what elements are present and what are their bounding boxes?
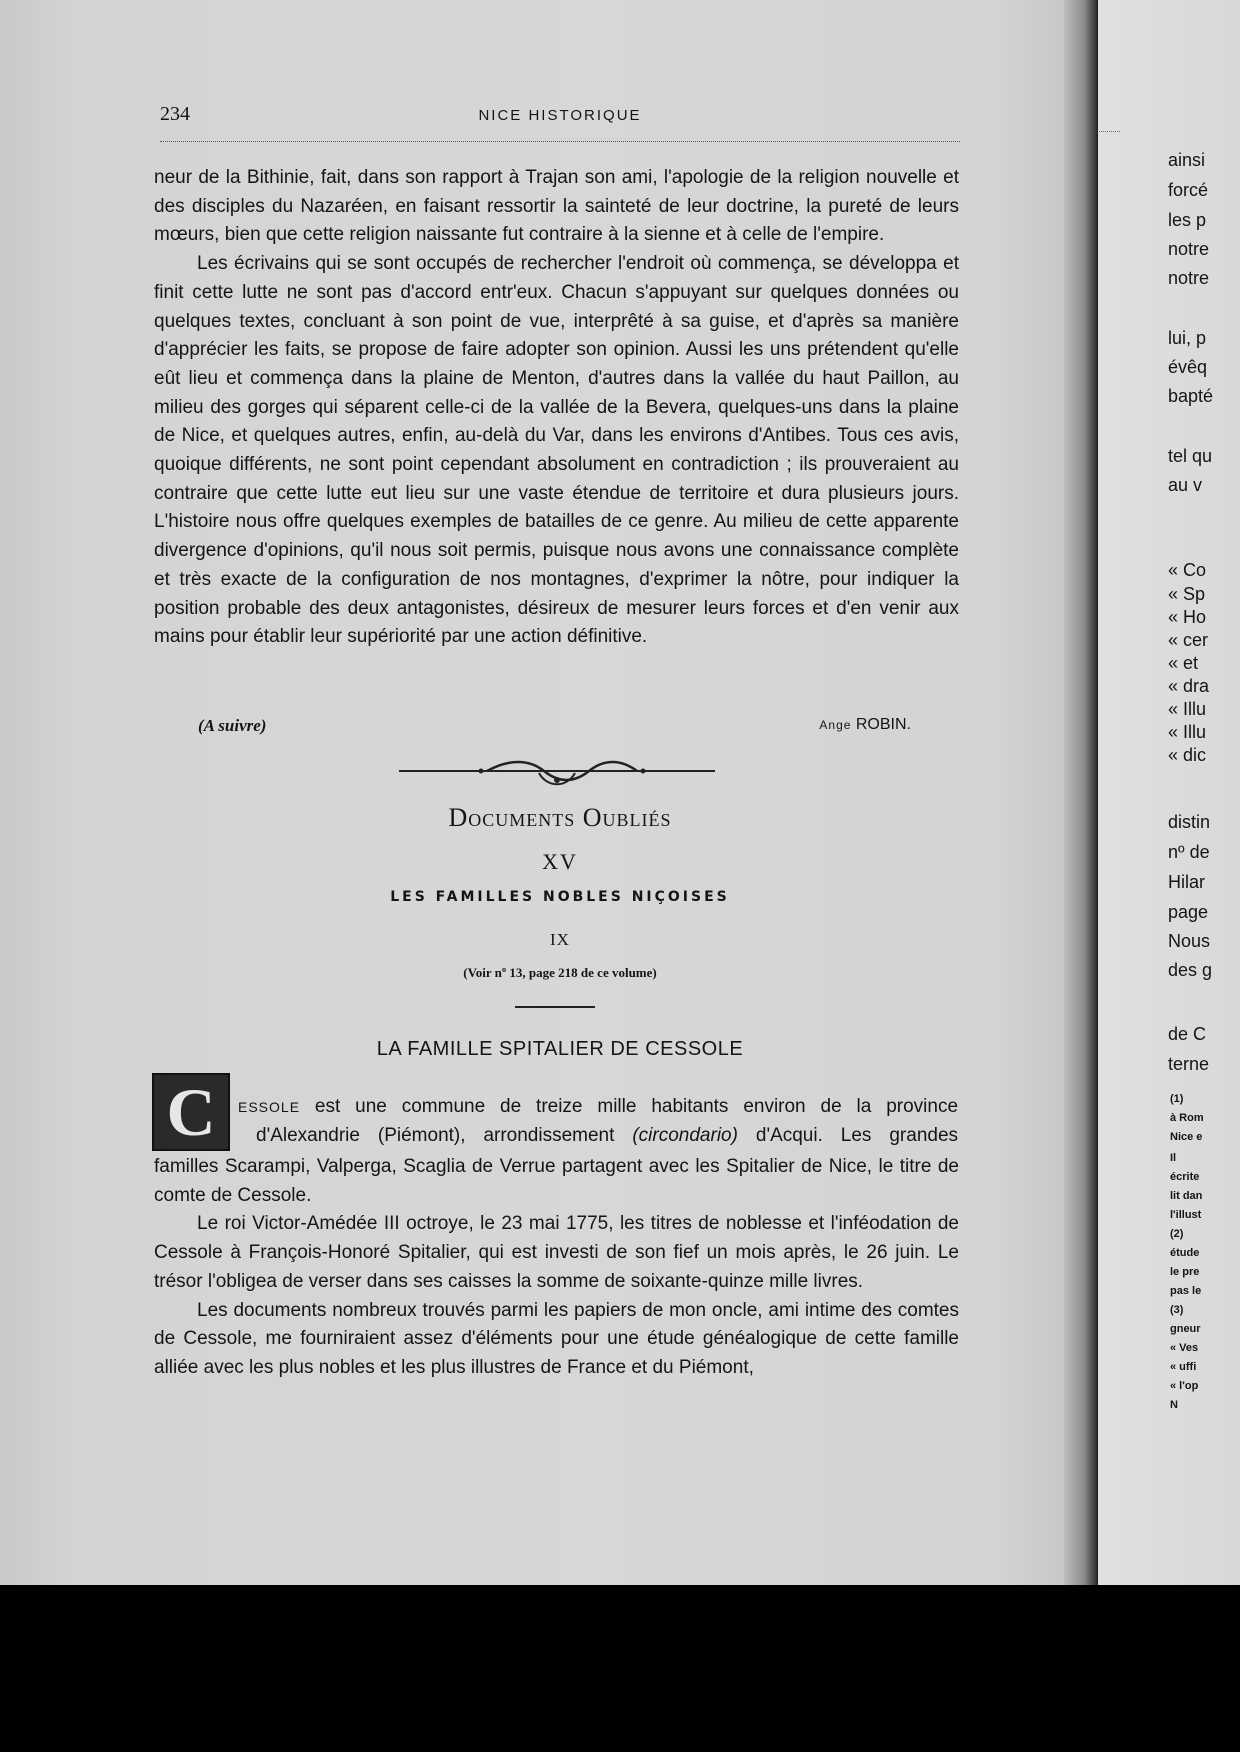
facing-footnote-line: (2) (1170, 1228, 1184, 1240)
book-gutter (1064, 0, 1098, 1585)
facing-line: nº de (1168, 842, 1210, 862)
journal-title: NICE HISTORIQUE (478, 107, 642, 124)
facing-footnote-line: étude (1170, 1247, 1200, 1259)
facing-footnote-line: l'illust (1170, 1209, 1202, 1221)
dropcap (152, 1073, 230, 1151)
paragraph: familles Scarampi, Valperga, Scaglia de Verrue partagent avec les Spitalier de Nice, le titre de comte de Cessole. (154, 1156, 959, 1206)
paragraph: Le roi Victor-Amédée III octroye, le 23 mai 1775, les titres de noblesse et l'inféodation de Cessole à François-Honoré Spitalier, qui est investi de son fief un mois après, le 26 juin. Le trésor l'obligea de verser dans ses caisses la somme de soixante-quinze mille livres. (154, 1213, 959, 1292)
facing-footnote-line: (1) (1170, 1093, 1184, 1105)
facing-line: page (1168, 902, 1209, 922)
author-last-name: ROBIN. (855, 716, 911, 733)
facing-line: tel qu (1168, 446, 1213, 466)
facing-footnote-line: Il (1170, 1152, 1177, 1164)
article-signature (154, 716, 959, 742)
facing-line: notre (1168, 268, 1210, 288)
facing-line: notre (1168, 239, 1210, 259)
facing-line: terne (1168, 1054, 1210, 1074)
facing-line: bapté (1168, 386, 1214, 406)
dropcap-second-line (256, 1125, 958, 1147)
second-line-text-end: d'Acqui. Les grandes (755, 1125, 959, 1146)
facing-line: « Illu (1168, 699, 1207, 719)
facing-line: au v (1168, 475, 1203, 495)
header-rule (160, 141, 960, 142)
ornament-divider (399, 756, 715, 790)
facing-footnote-line: pas le (1170, 1285, 1202, 1297)
facing-footnote-line: écrite (1170, 1171, 1200, 1183)
second-line-italic: (circondario) (632, 1125, 738, 1146)
section-number: XV (542, 849, 578, 874)
facing-page-text (1098, 0, 1240, 1585)
dropcap-letter: C (166, 1074, 216, 1150)
facing-footnote-line: « l'op (1170, 1380, 1199, 1392)
facing-footnote-line: « Ves (1170, 1342, 1199, 1354)
chapter-title: LA FAMILLE SPITALIER DE CESSOLE (376, 1038, 744, 1060)
author (819, 716, 911, 734)
facing-footnote-line: à Rom (1170, 1112, 1204, 1124)
author-first-name: Ange (819, 718, 852, 732)
facing-line: des g (1168, 960, 1213, 980)
facing-line: forcé (1168, 180, 1209, 200)
first-line-text: est une commune de treize mille habitants environ de la province (314, 1096, 959, 1117)
paragraph: Les écrivains qui se sont occupés de rechercher l'endroit où commença, se développa et finit cette lutte ne sont pas d'accord entr'eux. Chacun s'appuyant sur quelques données ou quelques textes, concluant à son point de vue, interprêté à sa guise, et d'après sa manière d'apprécier les faits, se propose de faire adopter son opinion. Aussi les uns prétendent qu'elle eût lieu et commença dans la plaine de Menton, d'autres dans la vallée du haut Paillon, au milieu des gorges qui séparent celle-ci de la vallée de la Bevera, quelques-uns dans la plaine de Nice, et quelques autres, enfin, au-delà du Var, dans les environs d'Antibes. Tous ces avis, quoique différents, ne sont point cependant absolument en contradiction ; ils prouveraient au contraire que cette lutte eut lieu sur une vaste étendue de territoire et dura plusieurs jours. L'histoire nous offre quelques exemples de batailles de ce genre. Au milieu de cette apparente divergence d'opinions, qu'il nous soit permis, puisque nous avons une connaissance complète et très exacte de la configuration de nos montagnes, d'exprimer la nôtre, pour indiquer la position probable des deux antagonistes, désireux de mesurer leurs forces et d'en venir aux mains pour établir leur supériorité par une action définitive. (154, 253, 959, 648)
facing-line: « dic (1168, 745, 1207, 765)
section-subtitle: LES FAMILLES NOBLES NIÇOISES (390, 889, 730, 905)
facing-line: « Ho (1168, 607, 1207, 627)
article-text (154, 164, 959, 652)
part-number: IX (550, 930, 570, 949)
facing-footnote-line: Nice e (1170, 1131, 1203, 1143)
facing-line: « et (1168, 653, 1199, 673)
facing-line: de C (1168, 1024, 1207, 1044)
facing-line: ainsi (1168, 150, 1206, 170)
facing-line: lui, p (1168, 328, 1207, 348)
facing-line: « cer (1168, 630, 1209, 650)
facing-line: « dra (1168, 676, 1210, 696)
facing-line: Hilar (1168, 872, 1206, 892)
second-line-text: d'Alexandrie (Piémont), arrondissement (256, 1125, 615, 1146)
facing-line: distin (1168, 812, 1211, 832)
facing-footnote-line: lit dan (1170, 1190, 1203, 1202)
facing-line: « Sp (1168, 584, 1206, 604)
facing-footnote-line: gneur (1170, 1323, 1201, 1335)
facing-line: Nous (1168, 931, 1211, 951)
to-be-continued: (A suivre) (198, 716, 267, 735)
facing-line: les p (1168, 210, 1207, 230)
short-rule (515, 1006, 595, 1008)
facing-line: « Illu (1168, 722, 1207, 742)
facing-page (1098, 0, 1240, 1585)
first-word-rest: ESSOLE (238, 1099, 301, 1115)
facing-footnote-line: « uffi (1170, 1361, 1197, 1373)
cross-reference: (Voir nº 13, page 218 de ce volume) (463, 965, 657, 980)
dropcap-first-line (238, 1096, 958, 1118)
facing-footnote-line: N (1170, 1399, 1178, 1411)
running-head (160, 103, 960, 131)
facing-line: évêq (1168, 357, 1208, 377)
page-number: 234 (160, 103, 190, 125)
facing-footnote-line: le pre (1170, 1266, 1200, 1278)
facing-footnote-line: (3) (1170, 1304, 1184, 1316)
section-title: Documents Oubliés (448, 803, 672, 832)
paragraph: Les documents nombreux trouvés parmi les papiers de mon oncle, ami intime des comtes de Cessole, me fourniraient assez d'éléments pour une étude généalogique de cette famille alliée avec les plus nobles et les plus illustres de France et du Piémont, (154, 1299, 959, 1378)
paragraph: neur de la Bithinie, fait, dans son rapport à Trajan son ami, l'apologie de la religion nouvelle et des disciples du Nazaréen, en faisant ressortir la sainteté de leur doctrine, la pureté de leurs mœurs, bien que cette religion naissante fut contraire à la sienne et à celle de l'empire. (154, 167, 959, 246)
scan-border (0, 1585, 1240, 1752)
article2-text (154, 1153, 959, 1383)
facing-line: « Co (1168, 560, 1207, 580)
